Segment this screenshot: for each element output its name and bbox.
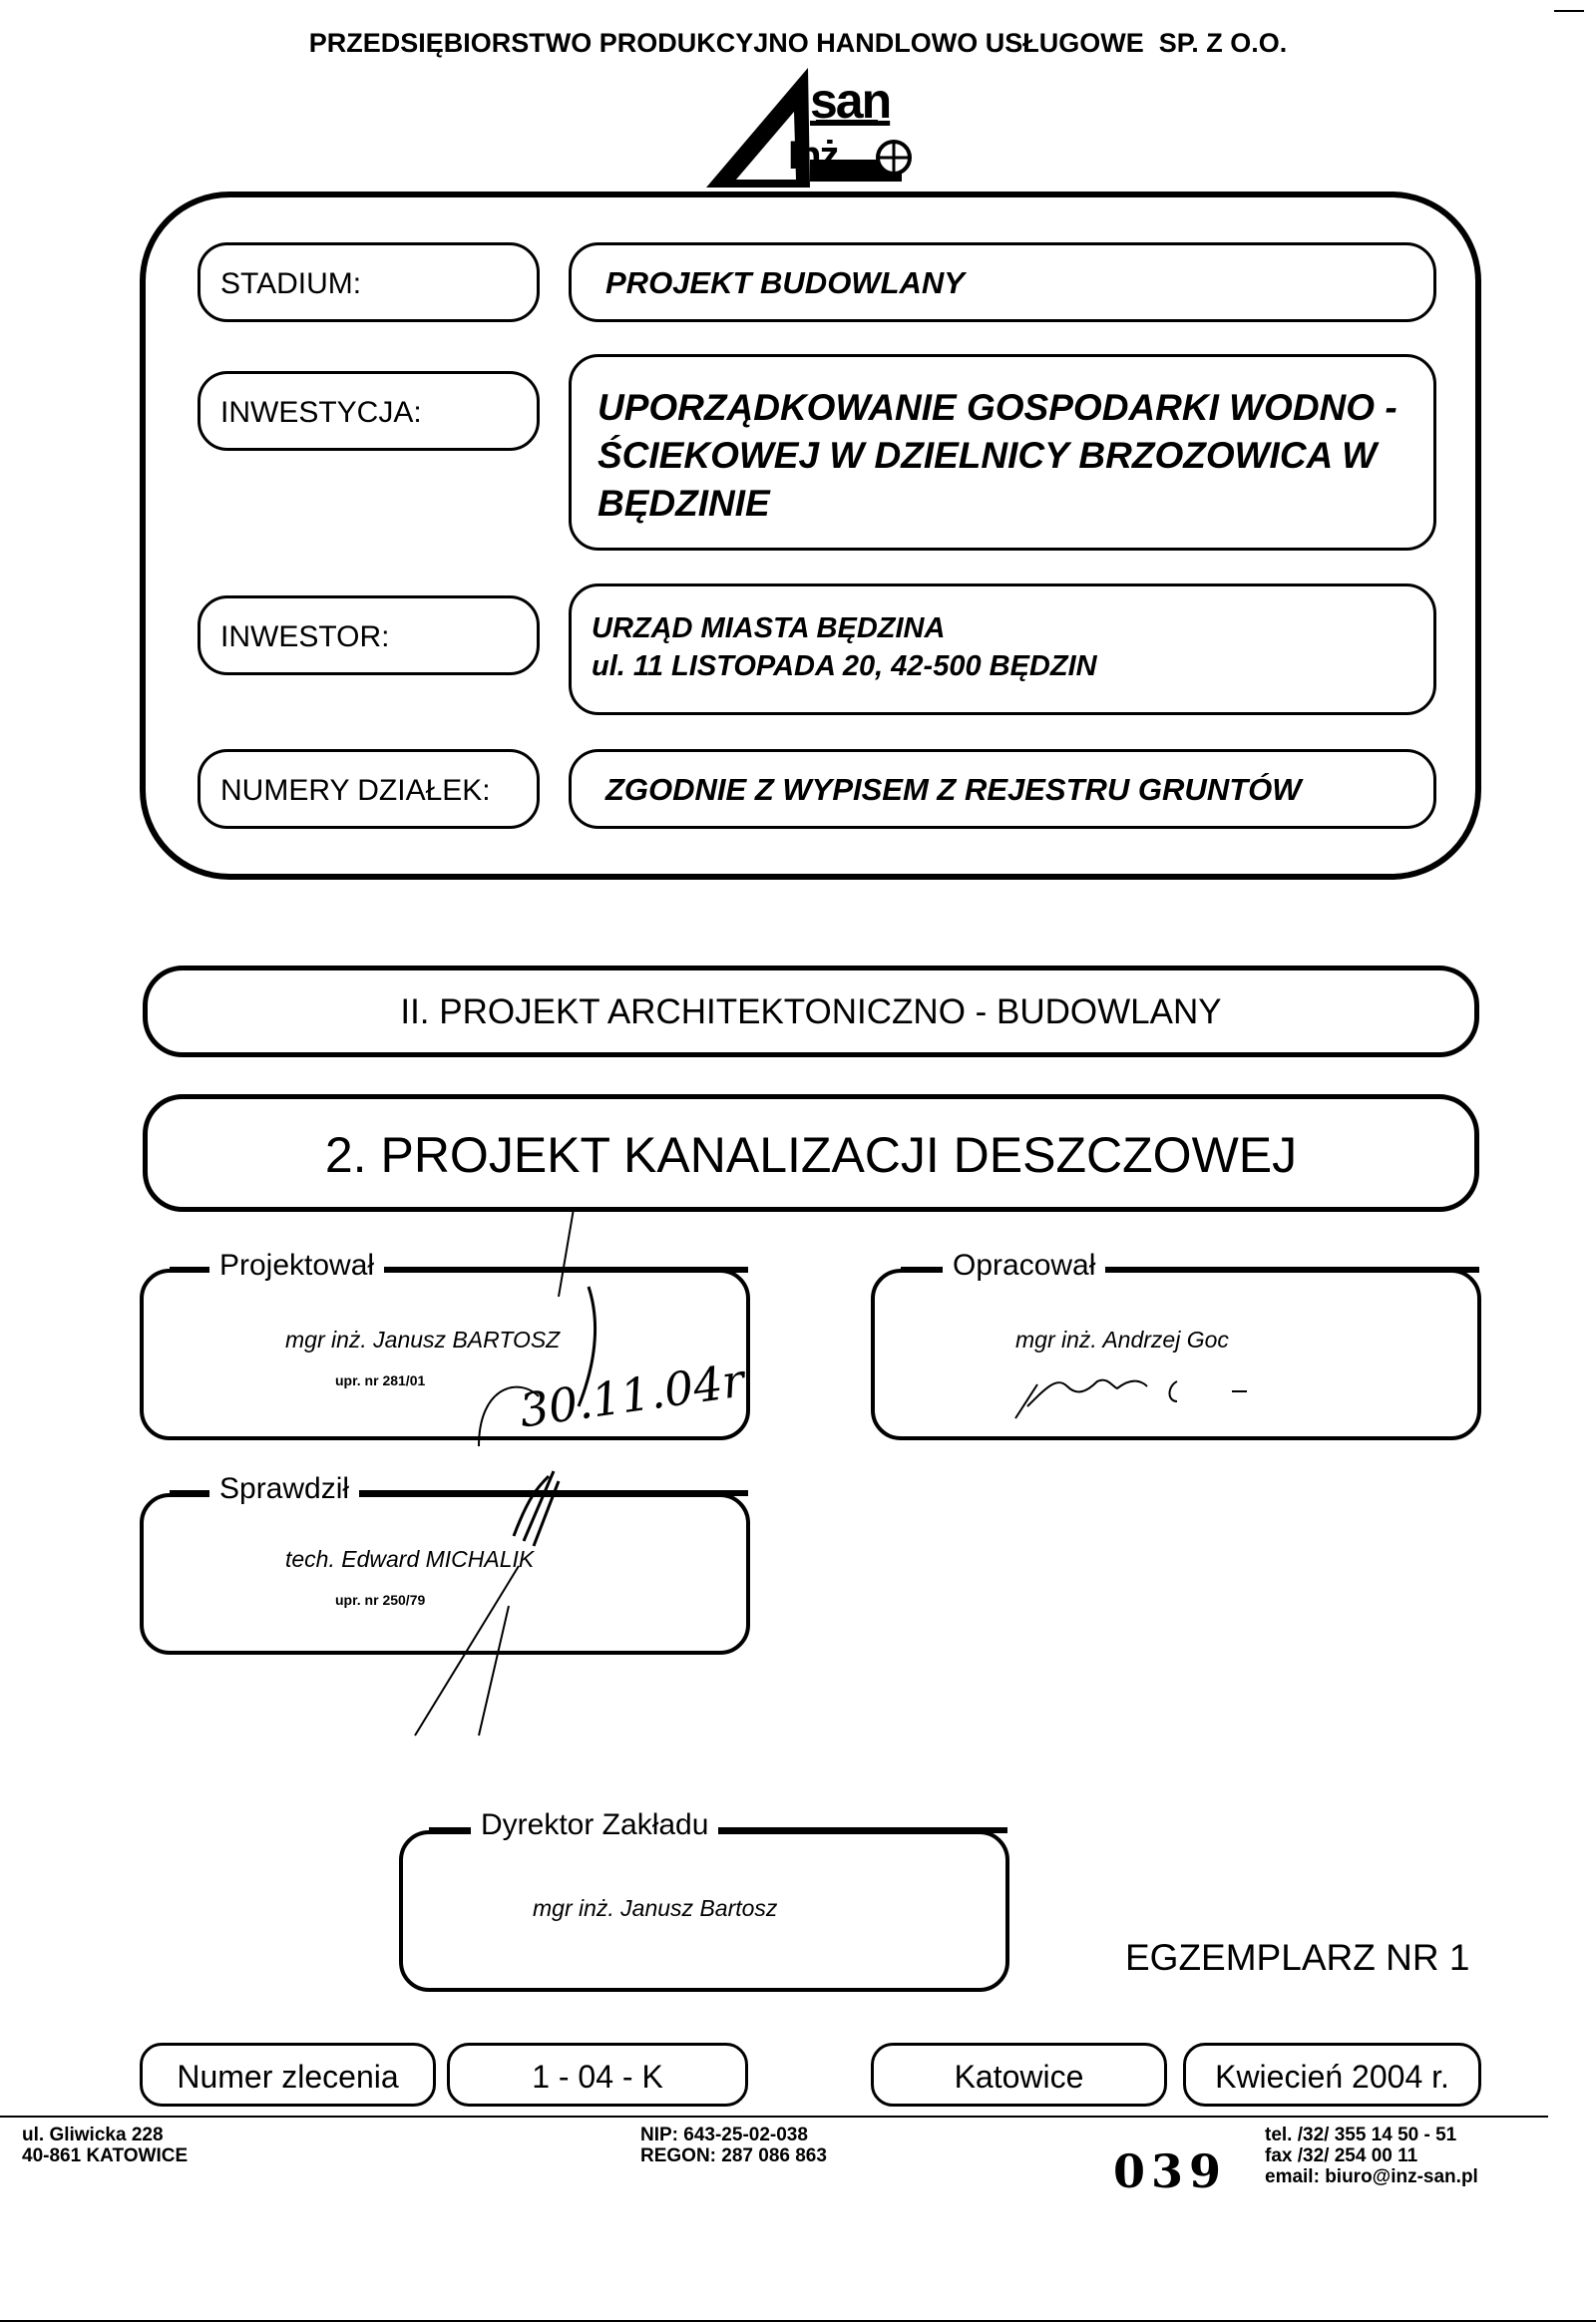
investor-line-2: ul. 11 LISTOPADA 20, 42-500 BĘDZIN	[592, 650, 1097, 682]
order-city-box	[871, 2043, 1167, 2107]
order-date: Kwiecień 2004 r.	[1215, 2059, 1449, 2095]
stadium-label-box	[198, 242, 540, 322]
prepared-name: mgr inż. Andrzej Goc	[1015, 1327, 1229, 1353]
investment-value-box	[569, 354, 1436, 551]
document-title: 2. PROJEKT KANALIZACJI DESZCZOWEJ	[324, 1127, 1298, 1183]
footer-rule	[0, 2116, 1548, 2118]
checked-role: Sprawdził	[209, 1472, 359, 1506]
investor-label-box	[198, 595, 540, 675]
document-title-box	[143, 1094, 1479, 1212]
investor-value-box	[569, 583, 1436, 715]
stadium-label: STADIUM:	[220, 267, 362, 300]
investment-label: INWESTYCJA:	[220, 396, 422, 429]
footer-nip: NIP: 643-25-02-038	[640, 2125, 808, 2145]
order-number: 1 - 04 - K	[532, 2059, 663, 2095]
order-number-box	[447, 2043, 748, 2107]
checked-name: tech. Edward MICHALIK	[285, 1546, 535, 1572]
order-date-box	[1183, 2043, 1481, 2107]
investor-line-1: URZĄD MIASTA BĘDZINA	[592, 612, 946, 644]
plots-label: NUMERY DZIAŁEK:	[220, 774, 491, 807]
company-name: PRZEDSIĘBIORSTWO PRODUKCYJNO HANDLOWO USŁUGOWE SP. Z O.O.	[308, 28, 1288, 58]
investor-label: INWESTOR:	[220, 620, 390, 653]
order-label-box	[140, 2043, 436, 2107]
signature-strokes	[399, 1207, 638, 1745]
copy-number: EGZEMPLARZ NR 1	[1125, 1937, 1470, 1978]
investment-line-2: ŚCIEKOWEJ W DZIELNICY BRZOZOWICA W	[598, 435, 1378, 476]
stadium-value: PROJEKT BUDOWLANY	[605, 265, 965, 300]
footer-address-line-2: 40-861 KATOWICE	[22, 2145, 189, 2166]
designed-license: upr. nr 281/01	[335, 1372, 426, 1388]
corner-mark	[1554, 10, 1584, 12]
designed-role: Projektował	[209, 1249, 384, 1283]
prepared-role: Opracował	[943, 1249, 1105, 1283]
checked-license: upr. nr 250/79	[335, 1592, 426, 1608]
footer-tel: tel. /32/ 355 14 50 - 51	[1265, 2125, 1457, 2145]
plots-value: ZGODNIE Z WYPISEM Z REJESTRU GRUNTÓW	[605, 772, 1302, 807]
footer-regon: REGON: 287 086 863	[640, 2145, 827, 2166]
logo-text-bottom: Inż	[788, 134, 838, 178]
investment-line-3: BĘDZINIE	[598, 483, 770, 524]
stadium-value-box	[569, 242, 1436, 322]
investment-label-box	[198, 371, 540, 451]
plots-label-box	[198, 749, 540, 829]
footer-fax: fax /32/ 254 00 11	[1265, 2145, 1418, 2166]
plots-value-box	[569, 749, 1436, 829]
designed-date: 30.11.04r	[516, 1353, 748, 1438]
footer-address-line-1: ul. Gliwicka 228	[22, 2125, 164, 2145]
page-stamp: 039	[1113, 2144, 1228, 2198]
director-name: mgr inż. Janusz Bartosz	[533, 1895, 778, 1921]
logo-text-top: san	[810, 73, 891, 129]
company-logo	[698, 62, 918, 190]
prepared-signature	[1007, 1356, 1267, 1426]
designed-name: mgr inż. Janusz BARTOSZ	[285, 1327, 561, 1353]
order-city: Katowice	[954, 2059, 1084, 2095]
bottom-edge-line	[0, 2320, 1596, 2322]
section-title-box	[143, 966, 1479, 1057]
director-role: Dyrektor Zakładu	[471, 1808, 718, 1842]
section-title: II. PROJEKT ARCHITEKTONICZNO - BUDOWLANY	[400, 992, 1222, 1031]
order-label: Numer zlecenia	[177, 2059, 399, 2095]
footer-email: email: biuro@inz-san.pl	[1265, 2166, 1478, 2187]
investment-line-1: UPORZĄDKOWANIE GOSPODARKI WODNO -	[598, 387, 1397, 428]
